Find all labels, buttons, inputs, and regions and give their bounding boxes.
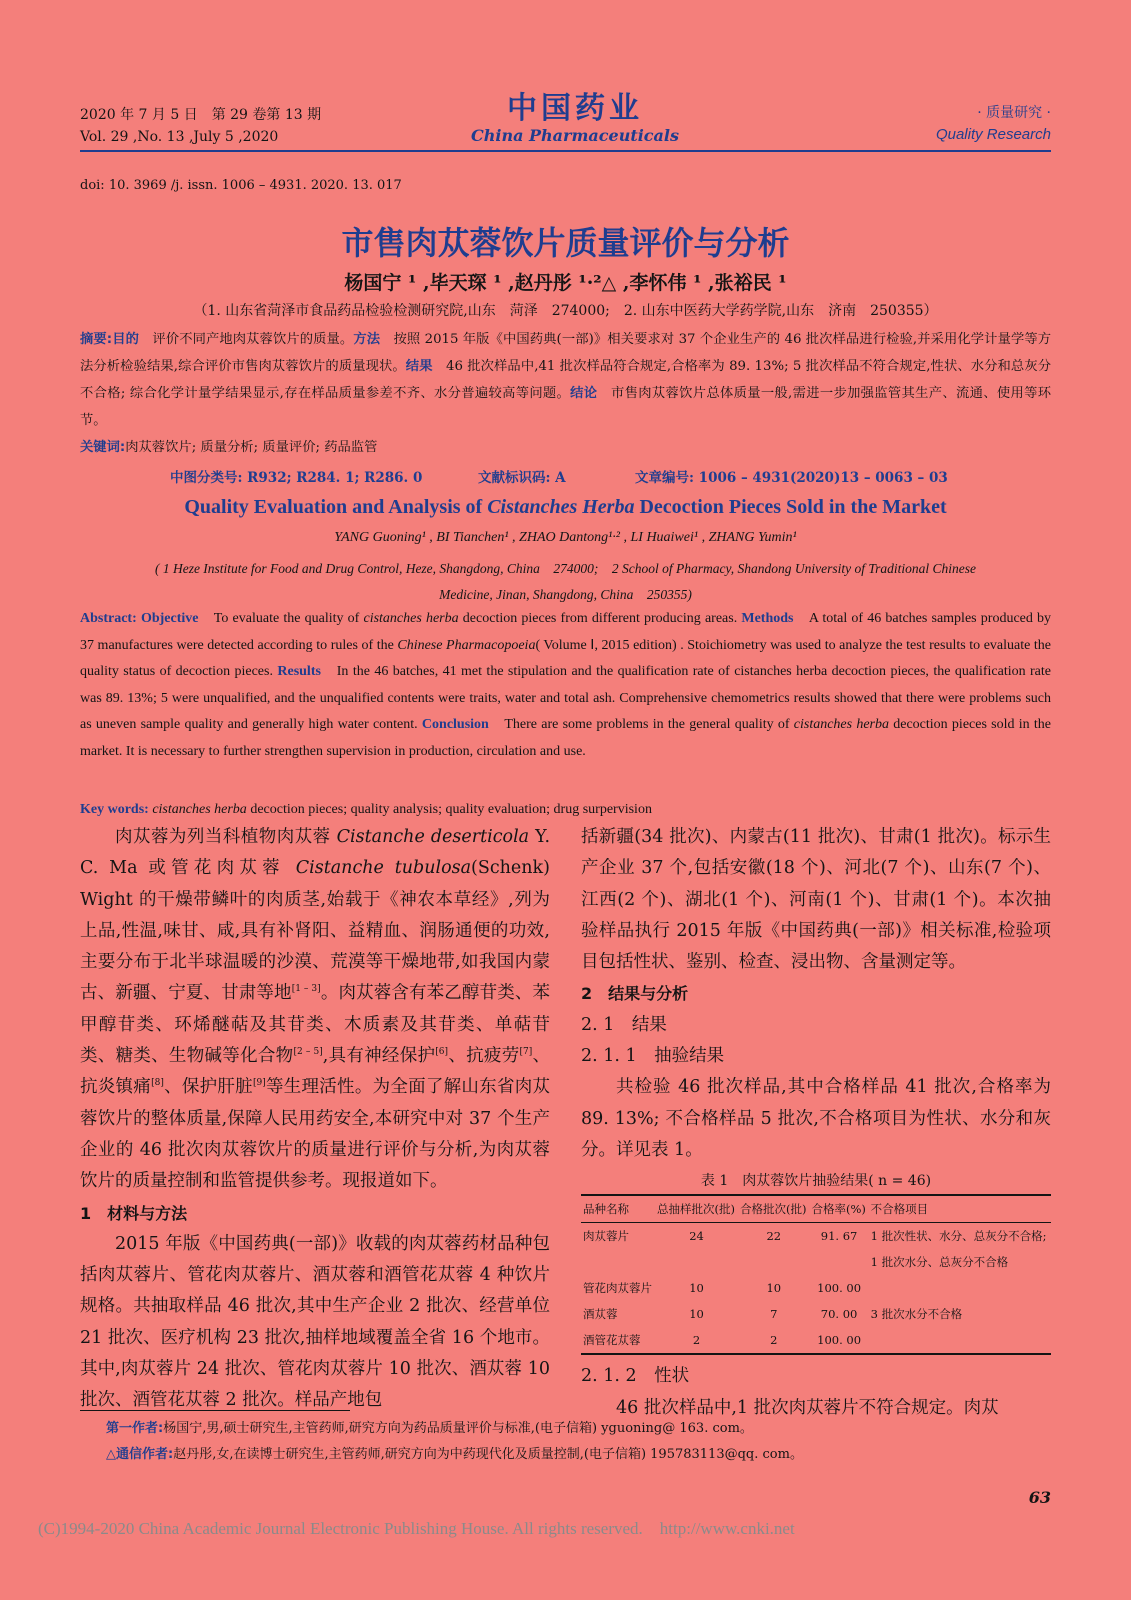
section-heading: 2 结果与分析: [581, 984, 689, 1004]
table-cell: [869, 1275, 1051, 1301]
table-cell: 肉苁蓉片: [583, 1229, 629, 1244]
abstract-en: [80, 606, 1051, 765]
table-row: [581, 1275, 1051, 1301]
objective-en-label: Objective: [140, 611, 199, 626]
methods-en-text: ( Volume Ⅰ, 2015 edition) . Stoichiometry was used to analyze the test results to evaluate the quality status of decoction pieces.: [80, 637, 1051, 679]
doi: doi: 10. 3969 /j. issn. 1006 – 4931. 2020. 13. 017: [80, 178, 402, 193]
conclusion-en-label: Conclusion: [421, 717, 489, 732]
table-cell: 酒苁蓉: [583, 1307, 618, 1322]
citation: [7]: [519, 1047, 533, 1058]
conclusion-label: 结论: [570, 386, 598, 401]
text-run: ,具有神经保护: [322, 1046, 436, 1067]
table-header: 合格批次(批): [740, 1202, 807, 1217]
methods-paragraph: 2015 年版《中国药典(一部)》收载的肉苁蓉药材品种包括肉苁蓉片、管花肉苁蓉片、酒苁蓉和酒管花苁蓉 4 种饮片规格。共抽取样品 46 批次,其中生产企业 2 批次、经营单位 21 批次、医疗机构 23 批次,抽样地域覆盖全省 16 个地市。其中,肉苁蓉片 24 批次、管花肉苁蓉片 10 批次、酒苁蓉 10 批次、酒管花苁蓉 2 批次。样品产地包: [80, 1233, 550, 1411]
table-body: [581, 1223, 1051, 1355]
document-code: 文献标识码: A: [478, 470, 566, 486]
table-cell: 10: [689, 1307, 704, 1322]
intro-paragraph: [80, 822, 550, 1198]
abstract-en-label: Abstract:: [80, 611, 137, 626]
citation: [6]: [435, 1047, 449, 1058]
methods-en-label: Methods: [741, 611, 794, 626]
table-cell: 酒管花苁蓉: [583, 1333, 641, 1348]
text-run: 、抗疲劳: [448, 1046, 520, 1067]
table-cell: 1 批次水分、总灰分不合格: [870, 1255, 1009, 1270]
table-cell: 管花肉苁蓉片: [583, 1281, 652, 1296]
table-header: 合格率(%): [811, 1202, 866, 1217]
citation: [8]: [151, 1078, 164, 1089]
issue-info-cn: 2020 年 7 月 5 日 第 29 卷第 13 期: [80, 107, 322, 123]
table-cell: 91. 67: [820, 1229, 858, 1244]
first-author-note: [80, 1416, 1051, 1442]
section-label-cn: · 质量研究 ·: [977, 105, 1051, 121]
text-run: 、保护肝脏: [163, 1077, 253, 1098]
conclusion-text: 市售肉苁蓉饮片总体质量一般,需进一步加强监管其生产、流通、使用等环节。: [80, 386, 1052, 428]
english-affiliation-line: Medicine, Jinan, Shangdong, China 250355): [439, 587, 692, 602]
affiliations: （1. 山东省菏泽市食品药品检验检测研究院,山东 菏泽 274000; 2. 山东中医药大学药学院,山东 济南 250355）: [193, 303, 938, 319]
objective-text: 评价不同产地肉苁蓉饮片的质量。: [152, 332, 354, 347]
english-title-italic: Cistanches Herba: [487, 496, 635, 518]
abstract-label: 摘要:: [80, 332, 113, 347]
first-author-label: 第一作者:: [106, 1421, 164, 1436]
footnotes: [80, 1416, 1051, 1468]
table-cell: 2: [692, 1333, 701, 1348]
authors: 杨国宁 ¹ ,毕天琛 ¹ ,赵丹彤 ¹·²△ ,李怀伟 ¹ ,张裕民 ¹: [344, 272, 787, 294]
copyright-watermark: (C)1994-2020 China Academic Journal Electronic Publishing House. All rights reserved. http://www.cnki.net: [38, 1519, 795, 1538]
body-paragraph: 共检验 46 批次样品,其中合格样品 41 批次,合格率为 89. 13%; 不合格样品 5 批次,不合格项目为性状、水分和灰分。详见表 1。: [581, 1077, 1051, 1160]
results-text: 46 批次样品中,41 批次样品符合规定,合格率为 89. 13%; 5 批次样品不符合规定,性状、水分和总灰分不合格; 综合化学计量学结果显示,存在样品质量参差不齐、水分普遍较高等问题。: [80, 359, 1052, 401]
corresponding-author-text: 赵丹彤,女,在读博士研究生,主管药师,研究方向为中药现代化及质量控制,(电子信箱) 195783113@qq. com。: [173, 1447, 803, 1462]
body-paragraph: 括新疆(34 批次)、内蒙古(11 批次)、甘肃(1 批次)。标示生产企业 37 个,包括安徽(18 个)、河北(7 个)、山东(7 个)、江西(2 个)、湖北(1 个)、河南(1 个)、甘肃(1 个)。本次抽验样品执行 2015 年版《中国药典(一部)》相关标准,检验项目包括性状、鉴别、检查、浸出物、含量测定等。: [581, 827, 1051, 973]
english-affiliation-line: ( 1 Heze Institute for Food and Drug Control, Heze, Shangdong, China 274000; 2 School of Pharmacy, Shandong University of Traditional Chinese: [154, 561, 977, 576]
conclusion-en-text: decoction pieces sold in the market. It is necessary to further strengthen supervision in production, circulation and use.: [80, 717, 1052, 759]
corresponding-author-note: [80, 1442, 1051, 1468]
keywords-en-italic: cistanches herba: [152, 802, 247, 817]
english-affiliations: [80, 556, 1051, 608]
objective-label: 目的: [112, 332, 139, 347]
table-caption: 表 1 肉苁蓉饮片抽验结果( n = 46): [700, 1173, 932, 1190]
section-label-en: Quality Research: [935, 126, 1051, 143]
subsection-heading: 2. 1. 2 性状: [581, 1366, 690, 1387]
table-row: [581, 1249, 1051, 1275]
species-name: Cistanche tubulosa: [295, 858, 472, 879]
body-right-column: [581, 822, 1051, 1424]
english-title: [0, 496, 1131, 519]
keywords-en-text: decoction pieces; quality analysis; quality evaluation; drug surpervision: [246, 802, 652, 817]
table-cell: 70. 00: [820, 1307, 858, 1322]
text-run: 肉苁蓉为列当科植物肉苁蓉: [115, 827, 337, 847]
corresponding-author-label: △通信作者:: [106, 1447, 174, 1462]
table-cell: [581, 1249, 655, 1275]
objective-en-text: decoction pieces from different producing areas.: [458, 611, 738, 626]
results-en-label: Results: [277, 664, 321, 679]
body-left-column: [80, 822, 550, 1417]
table-header: 总抽样批次(批): [656, 1202, 735, 1217]
table-cell: [809, 1249, 868, 1275]
table-cell: 10: [689, 1281, 704, 1296]
table-cell: [869, 1327, 1051, 1354]
article-number: 文章编号: 1006 – 4931(2020)13 – 0063 – 03: [635, 470, 948, 486]
text-run: 等生理活性。为全面了解山东省肉苁蓉饮片的整体质量,保障人民用药安全,本研究中对 37 个生产企业的 46 批次肉苁蓉饮片的质量进行评价与分析,为肉苁蓉饮片的质量控制和监管提供参考。现报道如下。: [80, 1077, 551, 1192]
keywords-en-label: Key words:: [80, 802, 149, 817]
table-cell: 1 批次性状、水分、总灰分不合格;: [870, 1229, 1047, 1244]
citation: [9]: [252, 1078, 266, 1089]
first-author-text: 杨国宁,男,硕士研究生,主管药师,研究方向为药品质量评价与标准,(电子信箱) yguoning@ 163. com。: [163, 1421, 753, 1436]
journal-name-en: China Pharmaceuticals: [471, 126, 679, 145]
objective-en-text: To evaluate the quality of: [213, 611, 364, 626]
table-cell: 7: [770, 1307, 778, 1322]
issue-info-en: Vol. 29 ,No. 13 ,July 5 ,2020: [80, 129, 279, 145]
english-authors: YANG Guoning¹ , BI Tianchen¹ , ZHAO Dantong¹·² , LI Huaiwei¹ , ZHANG Yumin¹: [334, 530, 797, 545]
results-label: 结果: [405, 359, 433, 374]
text-run: 。肉苁蓉含有苯乙醇苷类、苯甲醇苷类、环烯醚萜及其苷类、木质素及其苷类、单萜苷类、糖类、生物碱等化合物: [80, 983, 550, 1067]
table-cell: 3 批次水分不合格: [870, 1307, 963, 1322]
conclusion-en-text: There are some problems in the general quality of: [504, 717, 794, 732]
keywords-label: 关键词:: [80, 440, 126, 455]
section-heading: 1 材料与方法: [80, 1203, 188, 1223]
page-number: 63: [1028, 1488, 1051, 1507]
table-cell: 10: [766, 1281, 782, 1296]
methods-en-italic: Chinese Pharmacopoeia: [397, 637, 536, 653]
body-paragraph: 46 批次样品中,1 批次肉苁蓉片不符合规定。肉苁: [616, 1397, 999, 1418]
article-title: 市售肉苁蓉饮片质量评价与分析: [341, 224, 790, 262]
abstract-cn: [80, 326, 1051, 434]
conclusion-en-italic: cistanches herba: [793, 717, 889, 732]
table-header: 不合格项目: [870, 1202, 929, 1217]
table-cell: [738, 1249, 809, 1275]
table-cell: 100. 00: [817, 1333, 862, 1348]
table-cell: 100. 00: [817, 1281, 862, 1296]
section-label: [936, 102, 1051, 146]
methods-label: 方法: [353, 332, 381, 347]
subsection-heading: 2. 1 结果: [581, 1014, 667, 1035]
header-divider: [80, 150, 1051, 152]
table-header-row: [581, 1195, 1051, 1223]
subsection-heading: 2. 1. 1 抽验结果: [581, 1046, 725, 1067]
table-row: [581, 1223, 1051, 1250]
species-name: Cistanche deserticola: [336, 827, 530, 847]
table-cell: 2: [770, 1333, 778, 1348]
english-title-part: Quality Evaluation and Analysis of: [184, 496, 488, 518]
methods-text: 按照 2015 年版《中国药典(一部)》相关要求对 37 个企业生产的 46 批次样品进行检验,并采用化学计量学等方法分析检验结果,综合评价市售肉苁蓉饮片的质量现状。: [80, 332, 1052, 374]
journal-logo: [450, 92, 700, 146]
table-cell: 22: [766, 1229, 782, 1244]
table-cell: [655, 1249, 738, 1275]
clc-number: 中图分类号: R932; R284. 1; R286. 0: [170, 470, 423, 486]
table-cell: 24: [689, 1229, 704, 1244]
keywords-cn: [80, 436, 377, 455]
citation: [2 – 5]: [293, 1047, 323, 1058]
table-row: [581, 1327, 1051, 1354]
keywords-text: 肉苁蓉饮片; 质量分析; 质量评价; 药品监管: [125, 440, 378, 455]
results-table: [581, 1194, 1051, 1355]
methods-en-text: A total of 46 batches samples produced by 37 manufactures were detected according to rules of the: [80, 611, 1052, 653]
table-row: [581, 1301, 1051, 1327]
journal-name-cn: 中国药业: [507, 91, 643, 126]
results-en-text: In the 46 batches, 41 met the stipulation and the qualification rate of cistanches herba decoction pieces, the qualification rate was 89. 13%; 5 were unqualified, and the unqualified contents were traits, water and total ash. Comprehensive chemometrics results showed that there were problems such as uneven sample quality and generally high water content.: [80, 664, 1051, 732]
english-title-part: Decoction Pieces Sold in the Market: [634, 496, 947, 518]
objective-en-italic: cistanches herba: [363, 611, 459, 626]
citation: [1 – 3]: [291, 984, 321, 995]
text-run: 、抗炎镇痛: [80, 1046, 551, 1098]
table-header: 品种名称: [583, 1202, 629, 1217]
keywords-en: [80, 802, 652, 818]
text-run: Y. C. Ma 或管花肉苁蓉: [80, 827, 551, 879]
text-run: (Schenk) Wight 的干燥带鳞叶的肉质茎,始载于《神农本草经》,列为上品,性温,味甘、咸,具有补肾阳、益精血、润肠通便的功效,主要分布于北半球温暖的沙漠、荒漠等干燥地带,如我国内蒙古、新疆、宁夏、甘肃等地: [80, 858, 550, 1004]
issue-info: [80, 104, 321, 148]
footnote-divider: [80, 1410, 350, 1411]
